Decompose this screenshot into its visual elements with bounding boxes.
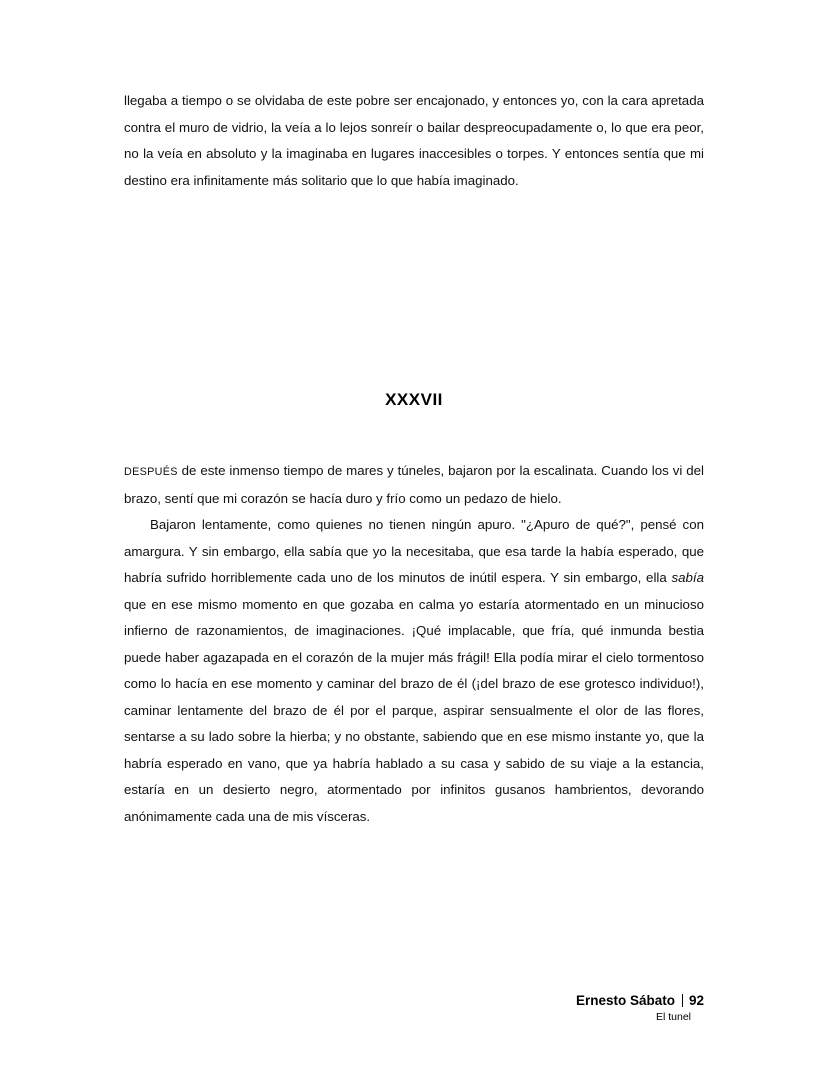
footer-divider [682,994,683,1007]
small-caps-opening-word: DESPUÉS [124,466,178,478]
chapter-heading: XXXVII [385,390,443,409]
paragraph-opening-rest: de este inmenso tiempo de mares y túneles, bajaron por la escalinata. Cuando los vi del brazo, sentí que mi corazón se hacía duro y frío como un pedazo de hielo. [124,463,704,506]
page-number: 92 [688,993,704,1008]
page-content [124,88,704,830]
footer-book-title: El tunel [655,1010,691,1023]
footer-author-line [576,993,704,1010]
paragraph-chapter-opening [124,458,704,512]
page-footer [576,993,704,1024]
paragraph-continuation: llegaba a tiempo o se olvidaba de este pobre ser encajonado, y entonces yo, con la cara apretada contra el muro de vidrio, la veía a lo lejos sonreír o bailar despreocupadamente o, lo que era peor, no la veía en absoluto y la imaginaba en lugares inaccesibles o torpes. Y entonces sentía que mi destino era infinitamente más solitario que lo que había imaginado. [124,93,704,188]
vertical-spacer [124,194,704,390]
emphasized-word-sabia: sabía [671,570,704,585]
paragraph-second [124,512,704,830]
vertical-spacer-heading [124,410,704,458]
paragraph-second-part-two: que en ese mismo momento en que gozaba en calma yo estaría atormentado en un minucioso infierno de razonamientos, de imaginaciones. ¡Qué implacable, que fría, qué inmunda bestia puede haber agazapada en el corazón de la mujer más frágil! Ella podía mirar el cielo tormentoso como lo hacía en ese momento y caminar del brazo de él (¡del brazo de ese grotesco individuo!), caminar lentamente del brazo de él por el parque, aspirar sensualmente el olor de las flores, sentarse a su lado sobre la hierba; y no obstante, sabiendo que en ese mismo instante yo, que la habría esperado en vano, que ya habría hablado a su casa y sabido de su viaje a la estancia, estaría en un desierto negro, atormentado por infinitos gusanos hambrientos, devorando anónimamente cada una de mis vísceras. [124,596,704,824]
paragraph-second-part-one: Bajaron lentamente, como quienes no tienen ningún apuro. "¿Apuro de qué?", pensé con amargura. Y sin embargo, ella sabía que yo la necesitaba, que esa tarde la había esperado, que habría sufrido horriblemente cada uno de los minutos de inútil espera. Y sin embargo, ella [124,517,704,585]
footer-author: Ernesto Sábato [575,993,675,1008]
